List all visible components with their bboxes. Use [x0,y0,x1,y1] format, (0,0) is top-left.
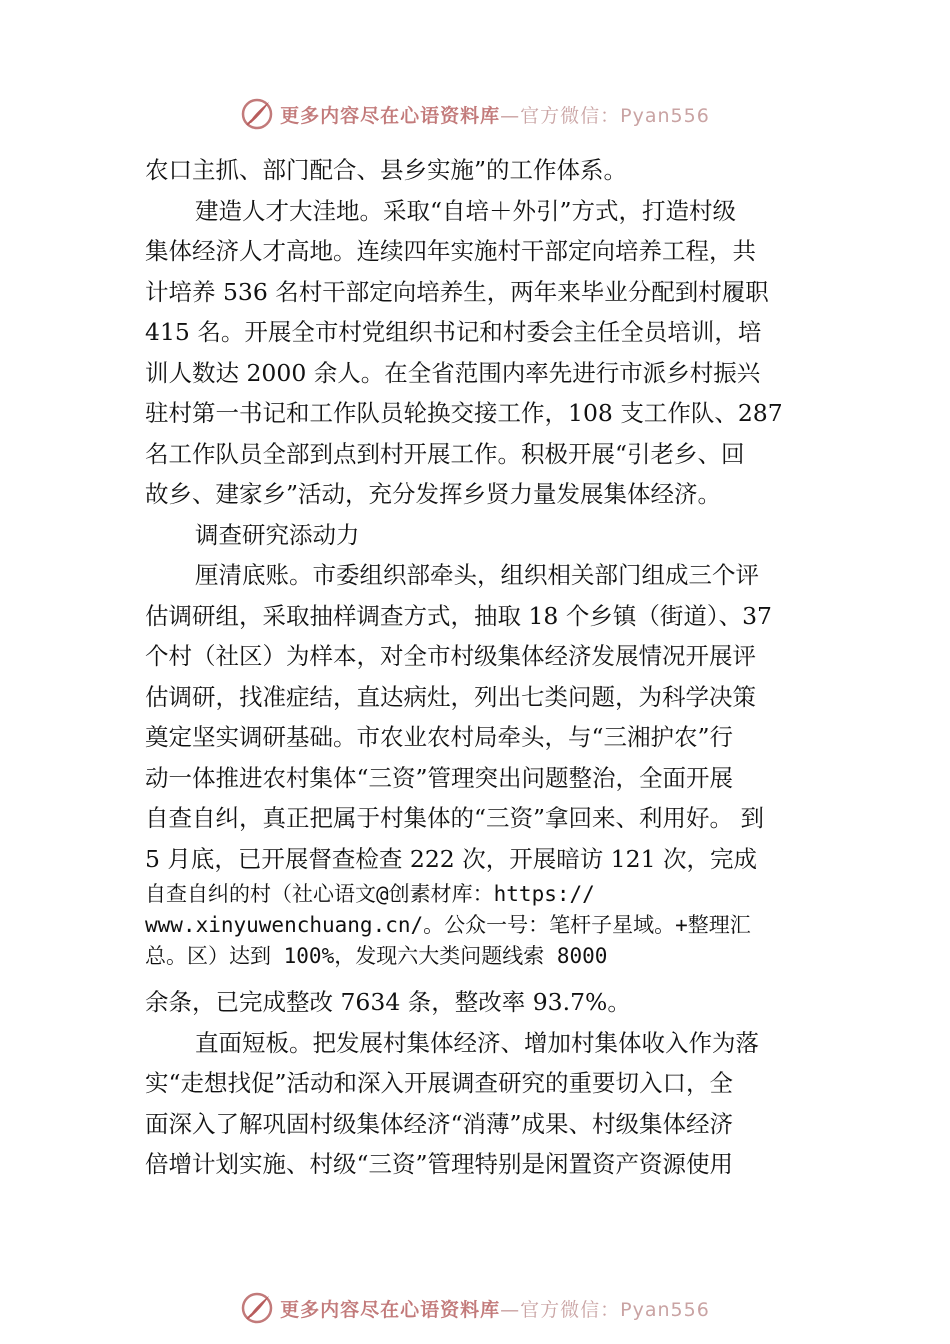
banner-contact: 官方微信：Pyan556 [520,104,710,127]
text-line: 奠定坚实调研基础。市农业农村局牵头，与“三湘护农”行 [145,723,734,751]
paragraph-start: 厘清底账。市委组织部牵头，组织相关部门组成三个评 [195,561,759,589]
inserted-text-line: www.xinyuwenchuang.cn/。公众一号：笔杆子星域。+整理汇 [145,913,751,937]
banner-separator: — [500,1298,521,1321]
text-line: 个村（社区）为样本，对全市村级集体经济发展情况开展评 [145,642,756,670]
banner-separator: — [500,104,521,127]
text-line: 倍增计划实施、村级“三资”管理特别是闲置资产资源使用 [145,1150,734,1178]
text-line: 5 月底，已开展督查检查 222 次，开展暗访 121 次，完成 [145,844,758,873]
text-line: 实“走想找促”活动和深入开展调查研究的重要切入口，全 [145,1069,734,1097]
section-heading: 调查研究添动力 [195,520,360,549]
text-line: 余条，已完成整改 7634 条，整改率 93.7%。 [145,988,631,1016]
text-line: 故乡、建家乡”活动，充分发挥乡贤力量发展集体经济。 [145,480,722,508]
quill-pen-logo-icon [240,97,274,131]
footer-watermark-banner [0,1290,950,1326]
banner-contact: 官方微信：Pyan556 [520,1298,710,1321]
text-line: 估调研，找准症结，直达病灶，列出七类问题，为科学决策 [145,682,756,711]
text-line: 动一体推进农村集体“三资”管理突出问题整治，全面开展 [145,763,734,792]
banner-text [280,1295,710,1322]
text-line: 自查自纠，真正把属于村集体的“三资”拿回来、利用好。 到 [145,804,764,832]
text-line: 集体经济人才高地。连续四年实施村干部定向培养工程，共 [145,237,756,265]
document-body [145,150,825,1185]
inserted-text-line: 总。区）达到 100%，发现六大类问题线索 8000 [145,944,608,968]
text-line: 估调研组，采取抽样调查方式，抽取 18 个乡镇（街道）、37 [145,601,772,630]
paragraph-start: 直面短板。把发展村集体经济、增加村集体收入作为落 [195,1028,759,1057]
banner-text [280,101,710,128]
text-line: 面深入了解巩固村级集体经济“消薄”成果、村级集体经济 [145,1109,734,1138]
banner-title: 更多内容尽在心语资料库 [280,104,501,127]
header-watermark-banner [0,96,950,132]
text-line: 名工作队员全部到点到村开展工作。积极开展“引老乡、回 [145,439,745,468]
paragraph-start: 建造人才大洼地。采取“自培＋外引”方式，打造村级 [195,196,737,225]
text-line: 计培养 536 名村干部定向培养生，两年来毕业分配到村履职 [145,277,769,306]
text-line: 农口主抓、部门配合、县乡实施”的工作体系。 [145,156,628,184]
text-line: 训人数达 2000 余人。在全省范围内率先进行市派乡村振兴 [145,358,761,387]
text-line: 415 名。开展全市村党组织书记和村委会主任全员培训，培 [145,318,762,346]
text-line: 驻村第一书记和工作队员轮换交接工作，108 支工作队、287 [145,399,783,427]
inserted-text-line: 自查自纠的村（社心语文@创素材库：https:// [145,882,595,906]
quill-pen-logo-icon [240,1291,274,1325]
banner-title: 更多内容尽在心语资料库 [280,1298,501,1321]
